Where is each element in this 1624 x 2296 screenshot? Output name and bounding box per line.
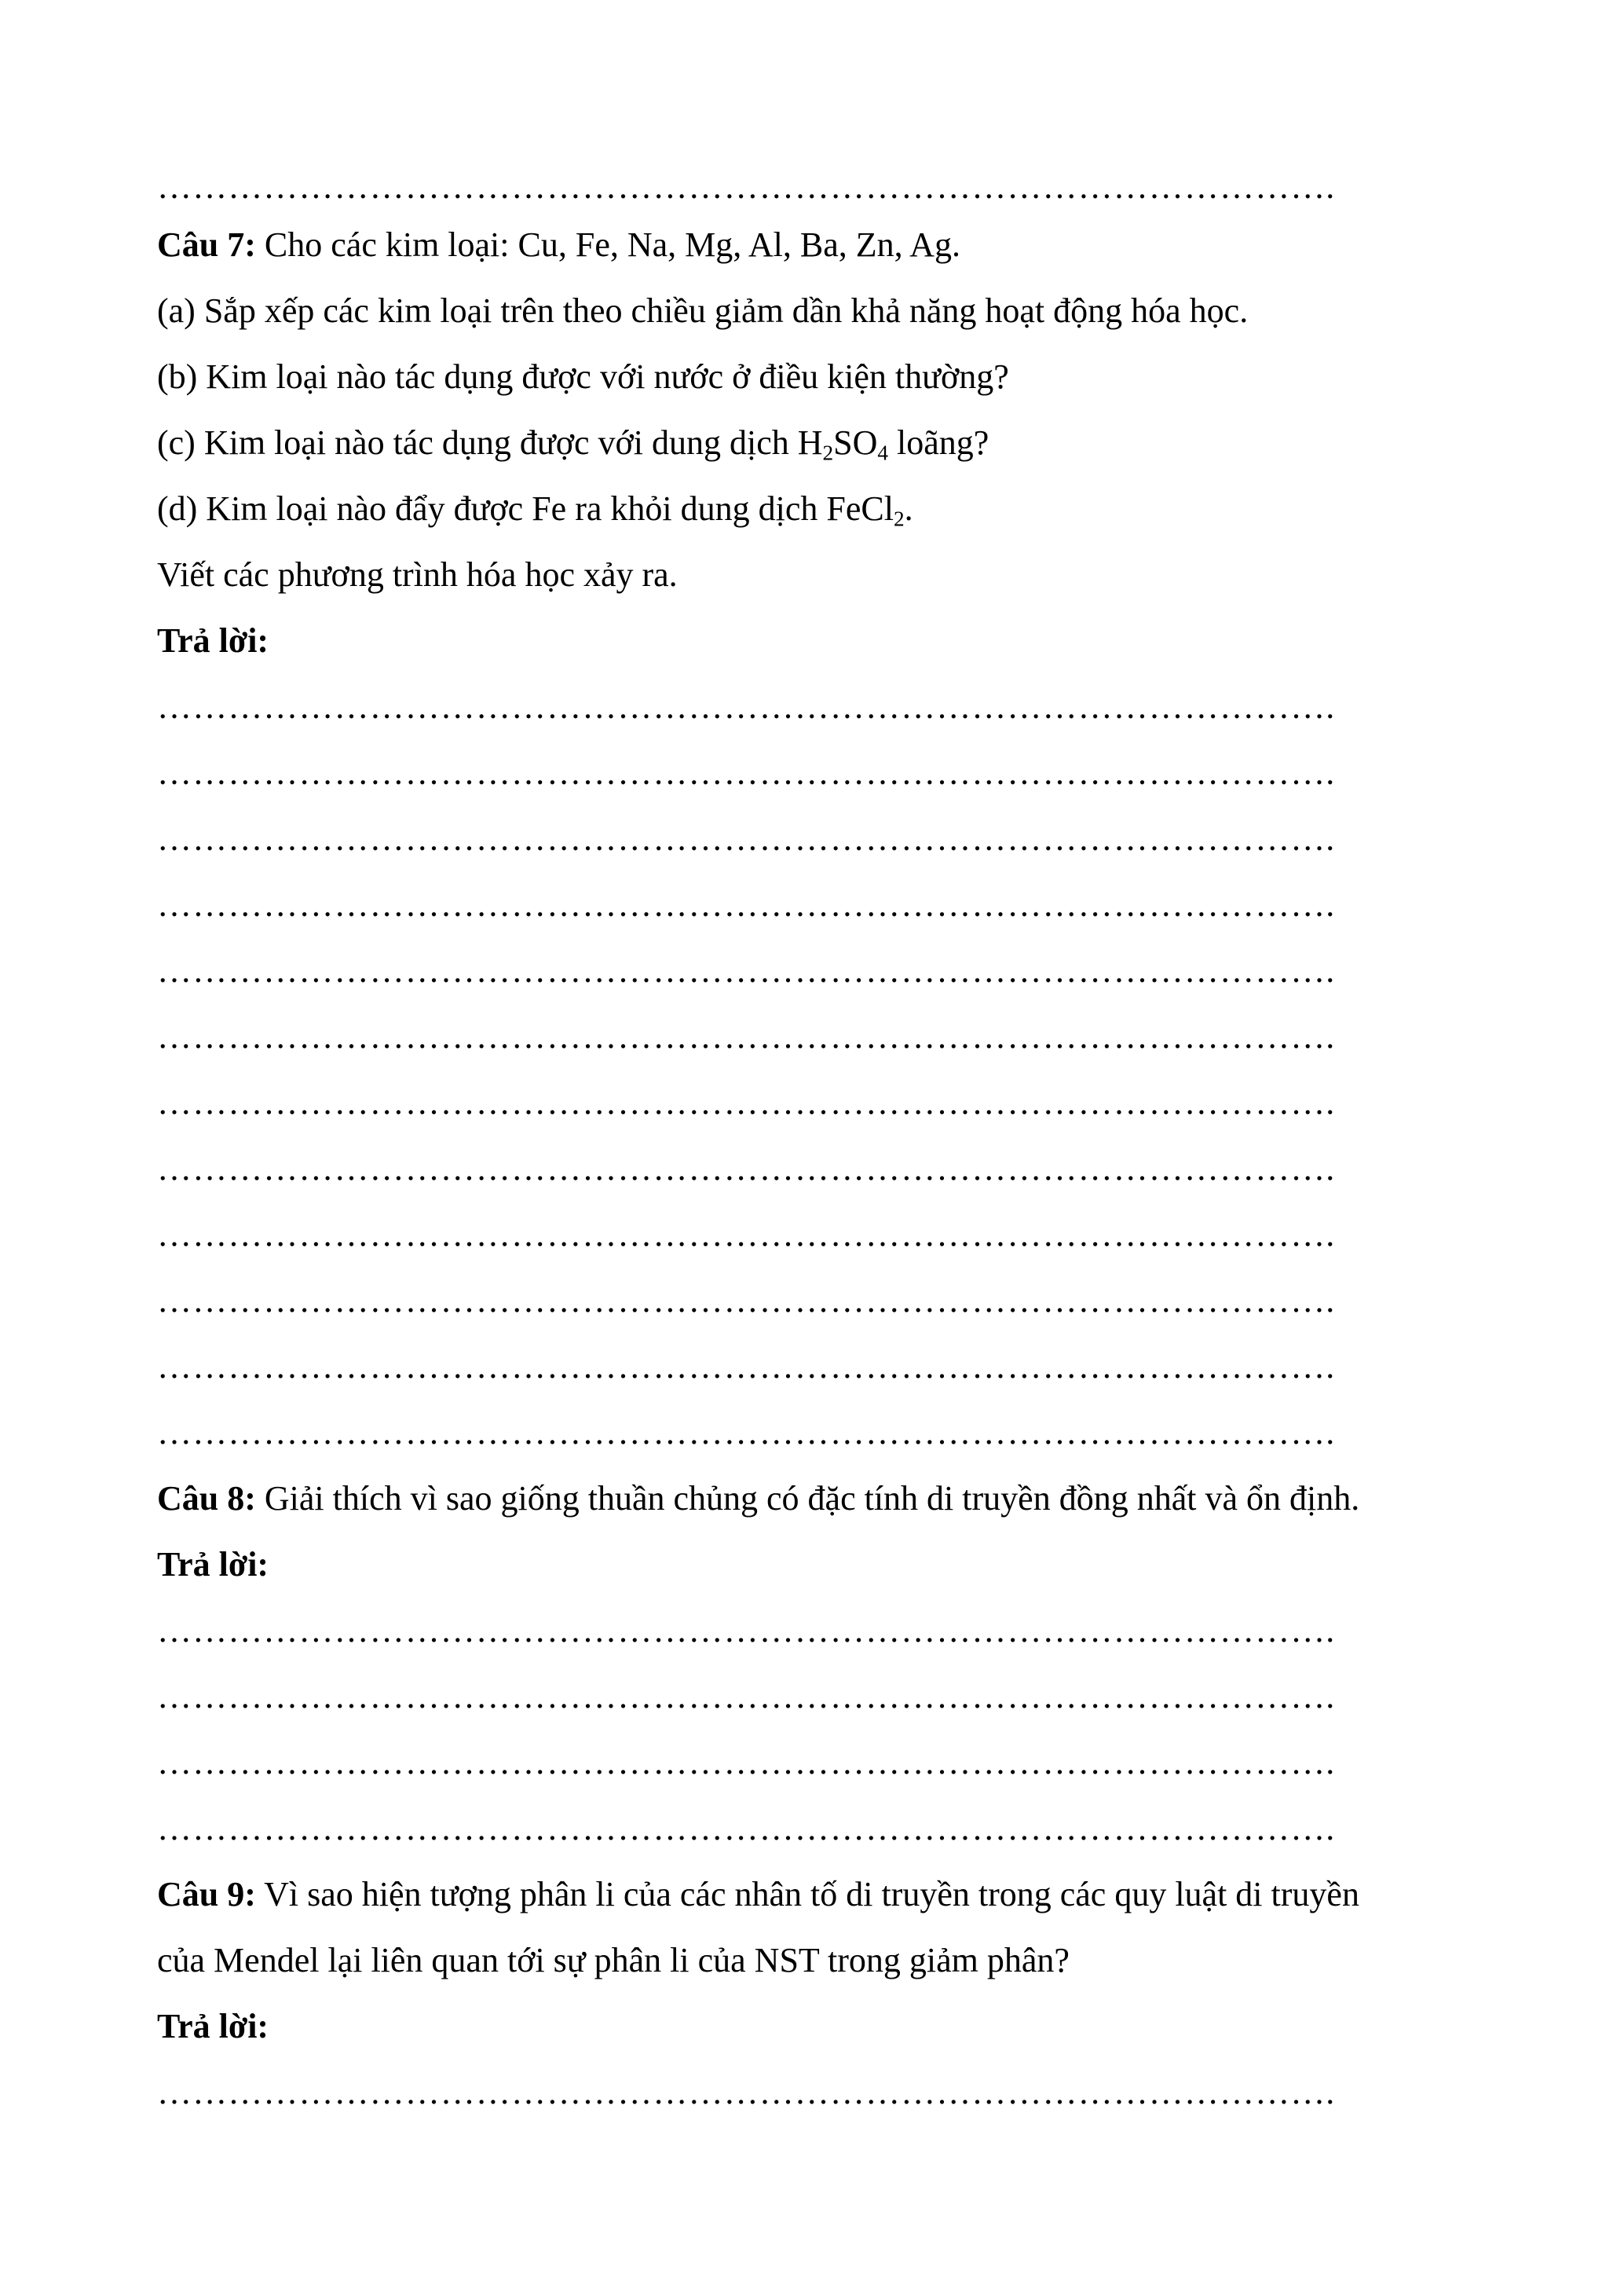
question-7-label: Câu 7: bbox=[157, 225, 256, 264]
question-8-answer-label: Trả lời: bbox=[157, 1545, 269, 1584]
question-7-part-b: (b) Kim loại nào tác dụng được với nước ở điều kiện thường? bbox=[157, 357, 1009, 396]
question-8 bbox=[157, 1481, 1359, 1516]
question-9-stem-line-2: của Mendel lại liên quan tới sự phân li của NST trong giảm phân? bbox=[157, 1941, 1070, 1979]
question-7-stem: Cho các kim loại: Cu, Fe, Na, Mg, Al, Ba, Zn, Ag. bbox=[255, 225, 960, 264]
question-9-answer-label: Trả lời: bbox=[157, 2007, 269, 2045]
question-8-stem: Giải thích vì sao giống thuần chủng có đặc tính di truyền đồng nhất và ổn định. bbox=[255, 1479, 1360, 1518]
question-7-part-a: (a) Sắp xếp các kim loại trên theo chiều giảm dần khả năng hoạt động hóa học. bbox=[157, 291, 1249, 330]
question-8-label: Câu 8: bbox=[157, 1479, 256, 1518]
question-7-answer-label: Trả lời: bbox=[157, 621, 269, 660]
answer-dotted-line[interactable]: ………………………………………………………………………………………. bbox=[157, 1811, 1336, 1846]
question-7 bbox=[157, 225, 960, 264]
answer-dotted-line[interactable]: ………………………………………………………………………………………. bbox=[157, 1349, 1336, 1384]
answer-dotted-line[interactable]: ………………………………………………………………………………………. bbox=[157, 1679, 1336, 1714]
question-9-stem-line-1: Vì sao hiện tượng phân li của các nhân tố di truyền trong các quy luật di truyền bbox=[255, 1875, 1359, 1913]
answer-dotted-line[interactable]: ………………………………………………………………………………………. bbox=[157, 1613, 1336, 1648]
question-9-label: Câu 9: bbox=[157, 1875, 256, 1913]
answer-dotted-line[interactable]: ………………………………………………………………………………………. bbox=[157, 822, 1336, 856]
answer-dotted-line[interactable]: ………………………………………………………………………………………. bbox=[157, 954, 1336, 988]
answer-dotted-line[interactable]: ………………………………………………………………………………………. bbox=[157, 1745, 1336, 1780]
answer-dotted-line[interactable]: ………………………………………………………………………………………. bbox=[157, 888, 1336, 922]
question-7-part-c: (c) Kim loại nào tác dụng được với dung dịch $H_2SO_4$ loãng? bbox=[157, 423, 989, 465]
answer-dotted-line[interactable]: ………………………………………………………………………………………. bbox=[157, 1283, 1336, 1318]
answer-dotted-line[interactable]: ………………………………………………………………………………………. bbox=[157, 2075, 1336, 2110]
answer-dotted-line[interactable]: ………………………………………………………………………………………. bbox=[157, 1218, 1336, 1252]
question-7-instruction: Viết các phương trình hóa học xảy ra. bbox=[157, 555, 678, 594]
answer-dotted-line[interactable]: ………………………………………………………………………………………. bbox=[157, 756, 1336, 790]
answer-dotted-line[interactable]: ………………………………………………………………………………………. bbox=[157, 1020, 1336, 1054]
question-9 bbox=[157, 1877, 1359, 1912]
answer-dotted-line[interactable]: ………………………………………………………………………………………. bbox=[157, 1086, 1336, 1120]
question-7-part-d: (d) Kim loại nào đẩy được Fe ra khỏi dung dịch FeCl$_2$. bbox=[157, 489, 913, 531]
answer-dotted-line[interactable]: ………………………………………………………………………………………. bbox=[157, 1152, 1336, 1186]
answer-dotted-line: ………………………………………………………………………………………. bbox=[157, 170, 1336, 204]
answer-dotted-line[interactable]: ………………………………………………………………………………………. bbox=[157, 1415, 1336, 1450]
answer-dotted-line[interactable]: ………………………………………………………………………………………. bbox=[157, 690, 1336, 724]
